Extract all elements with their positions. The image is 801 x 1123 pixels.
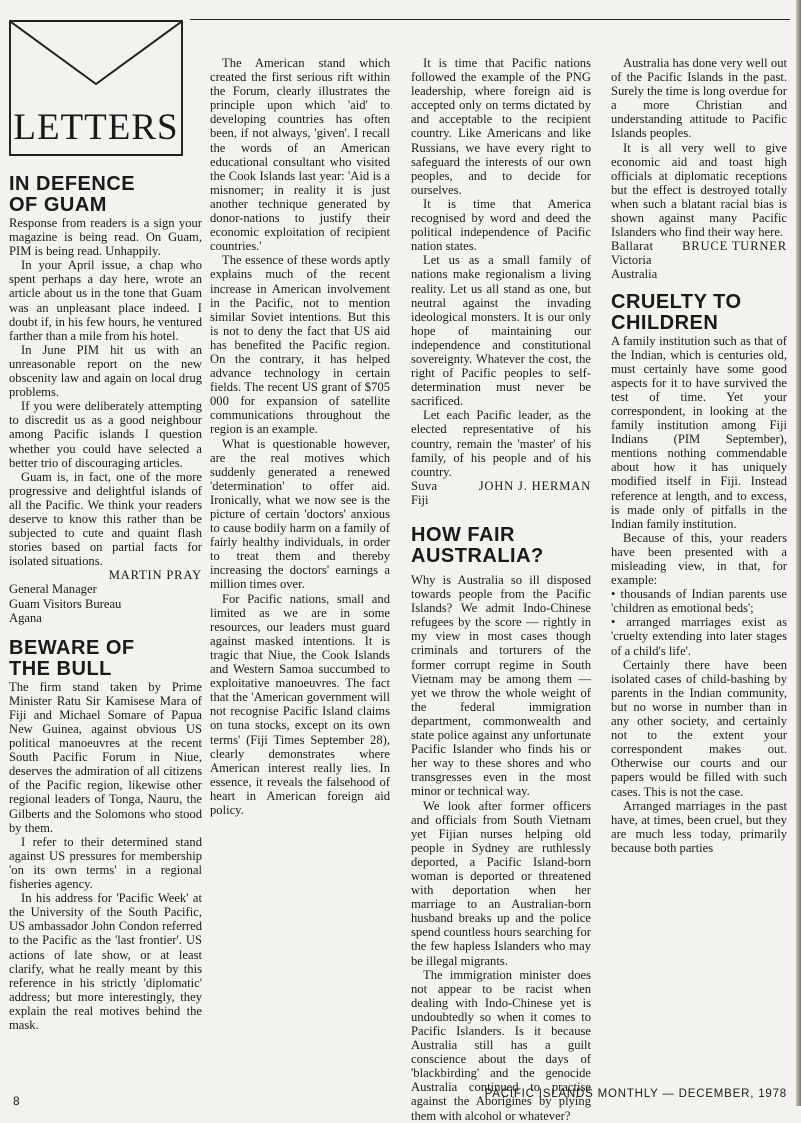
running-head: PACIFIC ISLANDS MONTHLY — DECEMBER, 1978 xyxy=(484,1088,787,1100)
letter2-paragraph: Let us as a small family of nations make regionalism a living reality. Let us all stand as one, but neutral against the invading ideological monsters. It is our only hope of maintaining our independence and constitutional sovereignty. Whatever the cost, the right of Pacific peoples to self-determination must never be sacrificed. xyxy=(411,253,591,409)
letter3-signature-country: Australia xyxy=(611,267,658,282)
letter4-paragraph: Certainly there have been isolated cases of child-bashing by parents in the Indian community, but no worse in number than in any other society, and certainly not to the extent your correspondent makes out. Otherwise our courts and our papers would be filled with such cases. This is not the case. xyxy=(611,657,787,799)
letter2-signature-country: Fiji xyxy=(411,492,429,507)
letter2-paragraph: The essence of these words aptly explains much of the recent increase in American involvement in the Pacific, not to mention similar Soviet intentions. But this is not to deny the fact that US aid has benefited the Pacific region. On the contrary, it has helped advance technology in certain fields. The recent US grant of $705 000 for expansion of satellite communications throughout the region is an example. xyxy=(210,253,390,437)
column-4 xyxy=(611,56,787,855)
letter1-headline-line2: OF GUAM xyxy=(9,194,107,216)
letter3-headline-line1: HOW FAIR xyxy=(411,524,515,546)
letter3-signature-name: BRUCE TURNER xyxy=(682,239,787,254)
letter4-headline-line2: CHILDREN xyxy=(611,311,719,334)
column-1 xyxy=(9,174,202,1032)
letter3-paragraph: It is all very well to give economic aid and toast high officials at diplomatic receptions but the effect is destroyed totally when such a blatant racial bias is shown against many Pacific Islanders who find their way here. xyxy=(611,140,787,240)
page-number: 8 xyxy=(13,1094,20,1108)
letter2-headline-line1: BEWARE OF xyxy=(9,636,135,659)
letter2-paragraph: In his address for 'Pacific Week' at the University of the South Pacific, US ambassador John Condon referred to the Pacific as the 'last frontier'. US actions of late show, or at least clarify, what he really meant by this reference in his strictly 'diplomatic' address; but more interestingly, they explain the real motives behind the mask. xyxy=(9,891,202,1032)
letter1-signature-title: General Manager xyxy=(9,582,97,597)
letter1-paragraph: If you were deliberately attempting to discredit us as a good neighbour among Pacific islands I question whether you could have selected a better trio of discouraging articles. xyxy=(9,399,202,470)
letter4-paragraph: Because of this, your readers have been presented with a misleading view, in that, for example: xyxy=(611,530,787,588)
letter1-paragraph: Response from readers is a sign your magazine is being read. On Guam, PIM is being read. Unhappily. xyxy=(9,216,202,259)
letter1-headline-line1: IN DEFENCE xyxy=(9,173,136,195)
letter1-paragraph: In your April issue, a chap who spent perhaps a day here, wrote an article about us in the tone that Guam was an unpleasant place indeed. I doubt if, in his few hours, he ventured farther than a mile from his hotel. xyxy=(9,258,202,343)
column-3 xyxy=(411,56,591,1123)
letter4-paragraph: A family institution such as that of the Indian, which is centuries old, must certainly have some good aspects for it to have survived the test of time. Yet your correspondent, in looking at the family institution among Fiji Indians (PIM September), mentions nothing commendable about how it has uniquely modified itself in Fiji. Instead reference at length, and to excess, is made only of pitfalls in the Indian family institution. xyxy=(611,333,787,531)
letter3-signature-state: Victoria xyxy=(611,253,652,268)
letter3-paragraph: Why is Australia so ill disposed towards people from the Pacific Islands? We admit Indo-Chinese refugees by the score — rightly in my view in most cases though criminals and torturers of the former corrupt regime in South Vietnam may be among them — yet we throw the whole weight of the federal immigration department, commonwealth and state police against any unfortunate Pacific Islander who finds his or her way to these shores and who transgresses even in the most minor or technical way. xyxy=(411,573,591,799)
letter1-signature-place: Agana xyxy=(9,610,42,625)
letter2-paragraph: Let each Pacific leader, as the elected representative of his country, remain the 'master' of his family, of his people and of his country. xyxy=(411,408,591,479)
page-footer xyxy=(0,1088,801,1106)
letter1-signature-org: Guam Visitors Bureau xyxy=(9,596,122,611)
letter2-signature xyxy=(411,479,591,493)
letter3-paragraph: The immigration minister does not appear to be racist when dealing with Indo-Chinese yet is undoubtedly so when it comes to Pacific Islanders. Is it because Australia still has a guilt conscience about the days of 'blackbirding' and the genocide Australia continued to practise against the Aborigines by plying them with alcohol or whatever? xyxy=(411,967,591,1123)
letter3-paragraph: We look after former officers and officials from South Vietnam yet Fijian nurses helping old people in Sydney are ruthlessly deported, a Pacific Island-born woman is deported or threatened with deportation when her marriage to an Australian-born husband breaks up and the police spend countless hours searching for the few hapless Islanders who may be illegal migrants. xyxy=(411,798,591,968)
letter3-paragraph: Australia has done very well out of the Pacific Islands in the past. Surely the time is long overdue for a more Christian and understanding attitude to Pacific Islands peoples. xyxy=(611,56,787,141)
letter4-paragraph: Arranged marriages in the past have, at times, been cruel, but they are much less today, primarily because both parties xyxy=(611,798,787,855)
letter1-signature-name: MARTIN PRAY xyxy=(108,568,202,583)
letter3-signature-place: Ballarat xyxy=(611,239,654,254)
letter2-paragraph: The American stand which created the first serious rift within the Forum, clearly illustrates the principle upon which 'aid' to developing countries has often been, if not always, 'given'. I recall the words of an American educational consultant who visited the Cook Islands last year: 'Aid is a misnomer; in reality it is just another technique generated by donor-nations to justify their economic exploitation of recipient countries.' xyxy=(210,56,390,254)
letter2-paragraph: The firm stand taken by Prime Minister Ratu Sir Kamisese Mara of Fiji and Michael Somare of Papua New Guinea, against obvious US political manoeuvres at the recent South Pacific Forum in Niue, deserves the admiration of all citizens of the Pacific region, likewise other regional leaders of Tonga, Nauru, the Gilberts and the Solomons who stood by them. xyxy=(9,679,202,835)
page-edge xyxy=(796,0,801,1106)
letter2-signature-place: Suva xyxy=(411,478,438,493)
letter2-headline-line2: THE BULL xyxy=(9,657,112,680)
letter1-paragraph: Guam is, in fact, one of the more progressive and delightful islands of all the Pacific. We think your readers deserve to know this rather than be subjected to cute and quaint flash stories based on partial facts for isolated situations. xyxy=(9,469,202,569)
letter2-paragraph: I refer to their determined stand against US pressures for membership 'on its own terms' in a regional fisheries agency. xyxy=(9,834,202,892)
letter4-headline-line1: CRUELTY TO xyxy=(611,290,742,313)
column-2 xyxy=(210,56,390,817)
letter2-paragraph: It is time that Pacific nations followed the example of the PNG leadership, where foreign aid is accepted only on terms dictated by and acceptable to the recipient country. Like Americans and like Russians, we have every right to safeguard the interests of our own peoples, and to decide for ourselves. xyxy=(411,56,591,197)
letter3-signature xyxy=(611,239,787,253)
letter3-headline-line2: AUSTRALIA? xyxy=(411,545,544,567)
letter4-bullet: • arranged marriages exist as 'cruelty extending into later stages of a child's life'. xyxy=(611,615,787,658)
section-title: LETTERS xyxy=(13,107,179,148)
letter2-paragraph: What is questionable however, are the real motives which suddenly generated a renewed 'determination' to offer aid. Ironically, what we now see is the picture of certain 'doctors' anxious to cause bodily harm on a family of fairly healthy individuals, in order to treat them and thereby increasing the doctors' earnings a million times over. xyxy=(210,436,390,592)
letter2-paragraph: It is time that America recognised by word and deed the political independence of Pacific nation states. xyxy=(411,196,591,254)
top-rule xyxy=(190,19,790,20)
letter1-paragraph: In June PIM hit us with an unreasonable report on the new obscenity law and again on local drug problems. xyxy=(9,342,202,400)
letter2-paragraph: For Pacific nations, small and limited as we are in some resources, our leaders must guard against masked intentions. It is tragic that Niue, the Cook Islands and Western Samoa succumbed to exploitative manoeuvres. The fact that the 'American government will not recognise Pacific Island claims on tuna stocks, except on its own terms' (Fiji Times September 28), clearly demonstrates where American interest really lies. In essence, it reveals the falsehood of heart in American foreign aid policy. xyxy=(210,591,390,817)
letter2-signature-name: JOHN J. HERMAN xyxy=(478,478,591,493)
letters-section-heading xyxy=(9,20,183,156)
letter4-bullet: • thousands of Indian parents use 'children as emotional beds'; xyxy=(611,587,787,616)
